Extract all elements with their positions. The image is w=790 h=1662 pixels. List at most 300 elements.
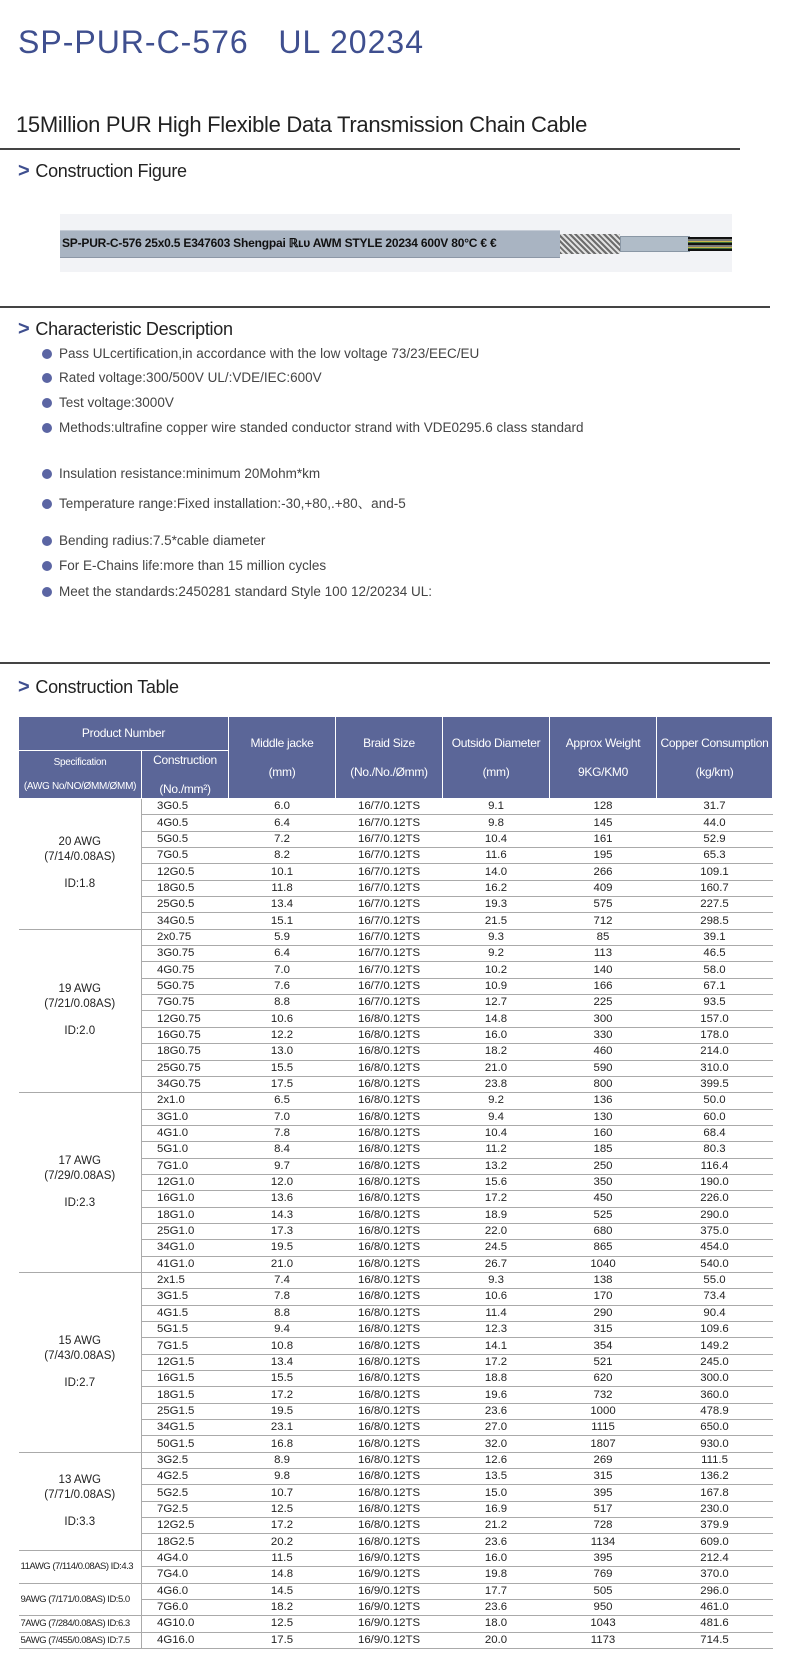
cell-outside-diameter: 16.0 (443, 1550, 550, 1566)
cell-copper-consumption: 379.9 (657, 1518, 773, 1534)
table-row (19, 1583, 773, 1599)
cell-middle-jacket: 15.5 (229, 1371, 336, 1387)
cell-copper-consumption: 296.0 (657, 1583, 773, 1599)
cell-copper-consumption: 68.4 (657, 1125, 773, 1141)
cell-outside-diameter: 9.2 (443, 946, 550, 962)
header-label: Approx Weight (565, 735, 641, 750)
cell-construction: 34G1.5 (142, 1420, 229, 1436)
group-id: ID:2.7 (64, 1376, 96, 1389)
cell-braid-size: 16/7/0.12TS (336, 962, 443, 978)
group-spec: 9AWG (7/171/0.08AS) ID:5.0 (19, 1583, 142, 1616)
cell-braid-size: 16/8/0.12TS (336, 1371, 443, 1387)
cell-copper-consumption: 58.0 (657, 962, 773, 978)
cell-construction: 7G4.0 (142, 1567, 229, 1583)
cell-approx-weight: 85 (550, 929, 657, 945)
cell-construction: 25G1.0 (142, 1223, 229, 1239)
cell-approx-weight: 330 (550, 1027, 657, 1043)
cell-approx-weight: 1807 (550, 1436, 657, 1452)
cell-middle-jacket: 9.8 (229, 1469, 336, 1485)
cell-construction: 25G0.75 (142, 1060, 229, 1076)
cell-braid-size: 16/7/0.12TS (336, 913, 443, 929)
cell-outside-diameter: 12.3 (443, 1322, 550, 1338)
bullet-dot-icon (42, 373, 52, 383)
cell-outside-diameter: 18.9 (443, 1207, 550, 1223)
cell-approx-weight: 1040 (550, 1256, 657, 1272)
cell-copper-consumption: 245.0 (657, 1354, 773, 1370)
cell-braid-size: 16/8/0.12TS (336, 1469, 443, 1485)
cell-construction: 25G0.5 (142, 897, 229, 913)
cell-construction: 34G0.75 (142, 1076, 229, 1092)
divider (0, 306, 770, 308)
characteristic-item (42, 492, 406, 512)
header-label: Specification (53, 756, 107, 768)
cell-braid-size: 16/7/0.12TS (336, 799, 443, 815)
cell-braid-size: 16/8/0.12TS (336, 1338, 443, 1354)
cell-middle-jacket: 13.6 (229, 1191, 336, 1207)
cell-approx-weight: 575 (550, 897, 657, 913)
cell-middle-jacket: 17.2 (229, 1518, 336, 1534)
characteristic-item (42, 370, 322, 385)
cell-outside-diameter: 9.4 (443, 1109, 550, 1125)
cell-outside-diameter: 10.6 (443, 1289, 550, 1305)
cell-construction: 3G1.0 (142, 1109, 229, 1125)
chevron-right-icon: > (18, 676, 30, 698)
header-unit: (mm) (268, 764, 296, 779)
cell-construction: 7G0.5 (142, 848, 229, 864)
cell-approx-weight: 732 (550, 1387, 657, 1403)
cell-middle-jacket: 8.4 (229, 1142, 336, 1158)
cell-braid-size: 16/7/0.12TS (336, 978, 443, 994)
cell-approx-weight: 185 (550, 1142, 657, 1158)
cell-braid-size: 16/9/0.12TS (336, 1632, 443, 1648)
table-row (19, 1616, 773, 1632)
characteristic-item (42, 466, 320, 481)
cell-copper-consumption: 65.3 (657, 848, 773, 864)
cell-outside-diameter: 9.1 (443, 799, 550, 815)
cell-outside-diameter: 10.2 (443, 962, 550, 978)
cell-construction: 34G1.0 (142, 1240, 229, 1256)
cell-outside-diameter: 15.0 (443, 1485, 550, 1501)
group-strand: (7/29/0.08AS) (44, 1170, 116, 1183)
header-braid-size (336, 717, 443, 799)
bullet-dot-icon (42, 587, 52, 597)
header-label: Braid Size (363, 735, 415, 750)
characteristic-item (42, 395, 174, 410)
table-header (19, 717, 773, 799)
header-label: Middle jacke (250, 735, 314, 750)
header-unit: 9KG/KM0 (578, 764, 628, 779)
cell-copper-consumption: 109.1 (657, 864, 773, 880)
cell-copper-consumption: 300.0 (657, 1371, 773, 1387)
cell-copper-consumption: 90.4 (657, 1305, 773, 1321)
cell-middle-jacket: 14.5 (229, 1583, 336, 1599)
cell-copper-consumption: 540.0 (657, 1256, 773, 1272)
group-strand: (7/43/0.08AS) (44, 1349, 116, 1362)
cell-braid-size: 16/8/0.12TS (336, 1125, 443, 1141)
cell-approx-weight: 315 (550, 1322, 657, 1338)
cell-braid-size: 16/8/0.12TS (336, 1109, 443, 1125)
group-id: ID:1.8 (64, 878, 96, 891)
cell-middle-jacket: 8.8 (229, 1305, 336, 1321)
cell-copper-consumption: 160.7 (657, 880, 773, 896)
cell-middle-jacket: 12.2 (229, 1027, 336, 1043)
cell-outside-diameter: 17.2 (443, 1191, 550, 1207)
cell-outside-diameter: 11.6 (443, 848, 550, 864)
cell-outside-diameter: 13.5 (443, 1469, 550, 1485)
characteristic-item (42, 558, 326, 573)
cell-middle-jacket: 19.5 (229, 1403, 336, 1419)
cell-middle-jacket: 5.9 (229, 929, 336, 945)
cell-construction: 12G1.5 (142, 1354, 229, 1370)
cell-construction: 4G1.0 (142, 1125, 229, 1141)
cell-copper-consumption: 52.9 (657, 831, 773, 847)
cell-outside-diameter: 19.6 (443, 1387, 550, 1403)
group-id: ID:2.0 (64, 1025, 96, 1038)
cell-construction: 3G2.5 (142, 1452, 229, 1468)
divider (0, 662, 770, 664)
chevron-right-icon: > (18, 318, 30, 340)
cell-approx-weight: 350 (550, 1174, 657, 1190)
cell-construction: 12G0.5 (142, 864, 229, 880)
cell-outside-diameter: 23.6 (443, 1534, 550, 1550)
cell-construction: 4G4.0 (142, 1550, 229, 1566)
cell-approx-weight: 1115 (550, 1420, 657, 1436)
table-row (19, 799, 773, 815)
cell-outside-diameter: 16.2 (443, 880, 550, 896)
cell-middle-jacket: 11.8 (229, 880, 336, 896)
cell-middle-jacket: 10.8 (229, 1338, 336, 1354)
cell-braid-size: 16/8/0.12TS (336, 1027, 443, 1043)
cell-copper-consumption: 136.2 (657, 1469, 773, 1485)
characteristic-text: For E-Chains life:more than 15 million cycles (59, 558, 327, 573)
cable-inner-jacket (620, 236, 690, 252)
cell-copper-consumption: 214.0 (657, 1044, 773, 1060)
cell-construction: 18G1.0 (142, 1207, 229, 1223)
cell-approx-weight: 521 (550, 1354, 657, 1370)
cell-copper-consumption: 290.0 (657, 1207, 773, 1223)
cell-construction: 4G16.0 (142, 1632, 229, 1648)
cell-copper-consumption: 93.5 (657, 995, 773, 1011)
characteristic-item (42, 420, 584, 435)
cell-construction: 7G1.0 (142, 1158, 229, 1174)
cell-middle-jacket: 8.9 (229, 1452, 336, 1468)
cell-middle-jacket: 6.0 (229, 799, 336, 815)
cell-approx-weight: 145 (550, 815, 657, 831)
cell-braid-size: 16/9/0.12TS (336, 1583, 443, 1599)
cell-construction: 4G0.5 (142, 815, 229, 831)
cell-braid-size: 16/7/0.12TS (336, 848, 443, 864)
cell-outside-diameter: 20.0 (443, 1632, 550, 1648)
cell-outside-diameter: 9.3 (443, 1272, 550, 1288)
cell-braid-size: 16/8/0.12TS (336, 1452, 443, 1468)
cell-approx-weight: 525 (550, 1207, 657, 1223)
cell-copper-consumption: 67.1 (657, 978, 773, 994)
cell-outside-diameter: 21.0 (443, 1060, 550, 1076)
cell-outside-diameter: 12.7 (443, 995, 550, 1011)
cell-construction: 2x1.0 (142, 1093, 229, 1109)
cell-middle-jacket: 7.2 (229, 831, 336, 847)
cell-outside-diameter: 14.0 (443, 864, 550, 880)
cell-copper-consumption: 609.0 (657, 1534, 773, 1550)
cell-approx-weight: 166 (550, 978, 657, 994)
cell-construction: 5G2.5 (142, 1485, 229, 1501)
cell-approx-weight: 950 (550, 1599, 657, 1615)
cell-approx-weight: 460 (550, 1044, 657, 1060)
cell-construction: 16G0.75 (142, 1027, 229, 1043)
cell-construction: 18G2.5 (142, 1534, 229, 1550)
cell-construction: 16G1.0 (142, 1191, 229, 1207)
cell-middle-jacket: 19.5 (229, 1240, 336, 1256)
bullet-dot-icon (42, 536, 52, 546)
header-approx-weight (550, 717, 657, 799)
group-spec (19, 1452, 142, 1550)
cell-approx-weight: 680 (550, 1223, 657, 1239)
characteristic-text: Methods:ultrafine copper wire standed conductor strand with VDE0295.6 class standard (59, 420, 584, 435)
cell-construction: 25G1.5 (142, 1403, 229, 1419)
cell-braid-size: 16/8/0.12TS (336, 1207, 443, 1223)
cell-construction: 16G1.5 (142, 1371, 229, 1387)
characteristic-text: Insulation resistance:minimum 20Mohm*km (59, 466, 321, 481)
cell-outside-diameter: 16.0 (443, 1027, 550, 1043)
cell-middle-jacket: 16.8 (229, 1436, 336, 1452)
cell-approx-weight: 712 (550, 913, 657, 929)
page-title: SP-PUR-C-576 UL 20234 (18, 24, 424, 60)
group-awg: 15 AWG (58, 1334, 101, 1347)
cell-braid-size: 16/7/0.12TS (336, 831, 443, 847)
bullet-dot-icon (42, 398, 52, 408)
group-id: ID:3.3 (64, 1515, 96, 1528)
cell-approx-weight: 160 (550, 1125, 657, 1141)
table-body (19, 799, 773, 1649)
characteristic-item (42, 346, 479, 361)
section-construction-figure (18, 160, 187, 183)
cell-middle-jacket: 15.1 (229, 913, 336, 929)
cell-construction: 12G2.5 (142, 1518, 229, 1534)
cell-middle-jacket: 13.0 (229, 1044, 336, 1060)
cell-copper-consumption: 111.5 (657, 1452, 773, 1468)
cell-outside-diameter: 9.3 (443, 929, 550, 945)
cell-copper-consumption: 481.6 (657, 1616, 773, 1632)
cell-braid-size: 16/7/0.12TS (336, 880, 443, 896)
cell-braid-size: 16/8/0.12TS (336, 1158, 443, 1174)
cell-braid-size: 16/8/0.12TS (336, 1403, 443, 1419)
cell-construction: 34G0.5 (142, 913, 229, 929)
header-unit: (mm) (482, 764, 510, 779)
cell-braid-size: 16/7/0.12TS (336, 815, 443, 831)
cell-copper-consumption: 50.0 (657, 1093, 773, 1109)
cell-outside-diameter: 17.2 (443, 1354, 550, 1370)
cell-construction: 12G0.75 (142, 1011, 229, 1027)
cell-approx-weight: 138 (550, 1272, 657, 1288)
cell-approx-weight: 865 (550, 1240, 657, 1256)
characteristic-text: Temperature range:Fixed installation:-30,+80,.+80、and-5 (59, 496, 406, 511)
cell-approx-weight: 315 (550, 1469, 657, 1485)
cell-braid-size: 16/7/0.12TS (336, 864, 443, 880)
cell-middle-jacket: 13.4 (229, 1354, 336, 1370)
chevron-right-icon: > (18, 160, 30, 182)
cell-construction: 41G1.0 (142, 1256, 229, 1272)
cell-outside-diameter: 23.8 (443, 1076, 550, 1092)
cell-braid-size: 16/8/0.12TS (336, 1420, 443, 1436)
group-spec: 5AWG (7/455/0.08AS) ID:7.5 (19, 1632, 142, 1648)
cell-braid-size: 16/8/0.12TS (336, 1142, 443, 1158)
cell-braid-size: 16/8/0.12TS (336, 1191, 443, 1207)
cell-approx-weight: 225 (550, 995, 657, 1011)
cell-outside-diameter: 14.1 (443, 1338, 550, 1354)
cell-construction: 3G1.5 (142, 1289, 229, 1305)
construction-table (18, 716, 773, 1649)
cell-approx-weight: 517 (550, 1501, 657, 1517)
cell-middle-jacket: 23.1 (229, 1420, 336, 1436)
group-awg: 17 AWG (58, 1155, 101, 1168)
cell-braid-size: 16/8/0.12TS (336, 1534, 443, 1550)
cell-outside-diameter: 19.8 (443, 1567, 550, 1583)
cell-outside-diameter: 22.0 (443, 1223, 550, 1239)
cell-copper-consumption: 109.6 (657, 1322, 773, 1338)
cell-braid-size: 16/9/0.12TS (336, 1616, 443, 1632)
header-product-number: Product Number (19, 717, 229, 751)
table-row (19, 1093, 773, 1109)
cell-copper-consumption: 399.5 (657, 1076, 773, 1092)
cell-copper-consumption: 227.5 (657, 897, 773, 913)
header-unit: (kg/km) (695, 764, 734, 779)
group-awg: 19 AWG (58, 983, 101, 996)
cell-approx-weight: 140 (550, 962, 657, 978)
cell-construction: 4G0.75 (142, 962, 229, 978)
cell-approx-weight: 505 (550, 1583, 657, 1599)
cell-copper-consumption: 454.0 (657, 1240, 773, 1256)
characteristic-text: Rated voltage:300/500V UL/:VDE/IEC:600V (59, 370, 322, 385)
cell-braid-size: 16/8/0.12TS (336, 1060, 443, 1076)
cell-approx-weight: 250 (550, 1158, 657, 1174)
cell-copper-consumption: 60.0 (657, 1109, 773, 1125)
cell-middle-jacket: 12.5 (229, 1616, 336, 1632)
characteristic-text: Meet the standards:2450281 standard Style 100 12/20234 UL: (59, 584, 433, 599)
cell-approx-weight: 1134 (550, 1534, 657, 1550)
cell-approx-weight: 136 (550, 1093, 657, 1109)
cell-copper-consumption: 39.1 (657, 929, 773, 945)
cell-approx-weight: 269 (550, 1452, 657, 1468)
cell-braid-size: 16/7/0.12TS (336, 946, 443, 962)
header-outside-diameter (443, 717, 550, 799)
cell-approx-weight: 450 (550, 1191, 657, 1207)
cell-middle-jacket: 7.0 (229, 962, 336, 978)
cell-copper-consumption: 46.5 (657, 946, 773, 962)
cell-middle-jacket: 6.4 (229, 946, 336, 962)
cell-outside-diameter: 9.8 (443, 815, 550, 831)
cell-construction: 5G0.5 (142, 831, 229, 847)
cell-braid-size: 16/8/0.12TS (336, 1044, 443, 1060)
cell-middle-jacket: 13.4 (229, 897, 336, 913)
cell-outside-diameter: 18.8 (443, 1371, 550, 1387)
cell-outside-diameter: 27.0 (443, 1420, 550, 1436)
cell-copper-consumption: 714.5 (657, 1632, 773, 1648)
cell-braid-size: 16/9/0.12TS (336, 1567, 443, 1583)
cell-construction: 12G1.0 (142, 1174, 229, 1190)
cell-copper-consumption: 116.4 (657, 1158, 773, 1174)
group-spec (19, 799, 142, 930)
group-spec (19, 929, 142, 1092)
header-label: Construction (153, 752, 217, 767)
cell-approx-weight: 170 (550, 1289, 657, 1305)
cell-outside-diameter: 16.9 (443, 1501, 550, 1517)
cell-copper-consumption: 55.0 (657, 1272, 773, 1288)
cell-braid-size: 16/8/0.12TS (336, 1076, 443, 1092)
cell-copper-consumption: 360.0 (657, 1387, 773, 1403)
header-construction (142, 751, 229, 799)
cell-outside-diameter: 10.4 (443, 831, 550, 847)
cell-middle-jacket: 9.7 (229, 1158, 336, 1174)
header-middle-jacket (229, 717, 336, 799)
cell-outside-diameter: 18.0 (443, 1616, 550, 1632)
cell-outside-diameter: 24.5 (443, 1240, 550, 1256)
cell-construction: 7G2.5 (142, 1501, 229, 1517)
section-label: Construction Table (35, 677, 179, 697)
cell-outside-diameter: 9.2 (443, 1093, 550, 1109)
cell-outside-diameter: 21.2 (443, 1518, 550, 1534)
cell-middle-jacket: 7.8 (229, 1289, 336, 1305)
cell-approx-weight: 290 (550, 1305, 657, 1321)
header-unit: (No./No./Ømm) (350, 764, 428, 779)
cell-approx-weight: 128 (550, 799, 657, 815)
cell-outside-diameter: 18.2 (443, 1044, 550, 1060)
cell-outside-diameter: 10.9 (443, 978, 550, 994)
cell-middle-jacket: 7.0 (229, 1109, 336, 1125)
cell-middle-jacket: 10.6 (229, 1011, 336, 1027)
cell-copper-consumption: 31.7 (657, 799, 773, 815)
cable-braid (560, 234, 620, 254)
characteristic-text: Bending radius:7.5*cable diameter (59, 533, 266, 548)
cell-middle-jacket: 7.6 (229, 978, 336, 994)
cell-middle-jacket: 20.2 (229, 1534, 336, 1550)
cell-copper-consumption: 298.5 (657, 913, 773, 929)
cell-outside-diameter: 14.8 (443, 1011, 550, 1027)
table-row (19, 1272, 773, 1288)
header-label: Outsido Diameter (451, 735, 541, 750)
cell-middle-jacket: 11.5 (229, 1550, 336, 1566)
cell-approx-weight: 266 (550, 864, 657, 880)
cell-middle-jacket: 17.5 (229, 1076, 336, 1092)
group-spec (19, 1093, 142, 1273)
cell-copper-consumption: 310.0 (657, 1060, 773, 1076)
cell-middle-jacket: 21.0 (229, 1256, 336, 1272)
cell-outside-diameter: 15.6 (443, 1174, 550, 1190)
group-id: ID:2.3 (64, 1197, 96, 1210)
cell-approx-weight: 354 (550, 1338, 657, 1354)
cell-middle-jacket: 8.2 (229, 848, 336, 864)
cell-braid-size: 16/8/0.12TS (336, 1240, 443, 1256)
cable-wires (688, 237, 732, 251)
header-copper-consumption (657, 717, 773, 799)
cell-approx-weight: 161 (550, 831, 657, 847)
cable-print-text: SP-PUR-C-576 25x0.5 E347603 Shengpai ℝʟᴜ AWM STYLE 20234 600V 80°C € € (62, 236, 497, 250)
group-spec (19, 1272, 142, 1452)
cell-approx-weight: 1000 (550, 1403, 657, 1419)
group-strand: (7/71/0.08AS) (44, 1488, 116, 1501)
section-label: Characteristic Description (35, 319, 233, 339)
cell-braid-size: 16/8/0.12TS (336, 1289, 443, 1305)
cell-construction: 18G0.5 (142, 880, 229, 896)
cell-middle-jacket: 14.8 (229, 1567, 336, 1583)
cell-outside-diameter: 32.0 (443, 1436, 550, 1452)
cell-copper-consumption: 167.8 (657, 1485, 773, 1501)
cell-copper-consumption: 178.0 (657, 1027, 773, 1043)
characteristic-item (42, 584, 432, 599)
cell-outside-diameter: 13.2 (443, 1158, 550, 1174)
bullet-dot-icon (42, 499, 52, 509)
cell-construction: 18G1.5 (142, 1387, 229, 1403)
group-spec: 7AWG (7/284/0.08AS) ID:6.3 (19, 1616, 142, 1632)
